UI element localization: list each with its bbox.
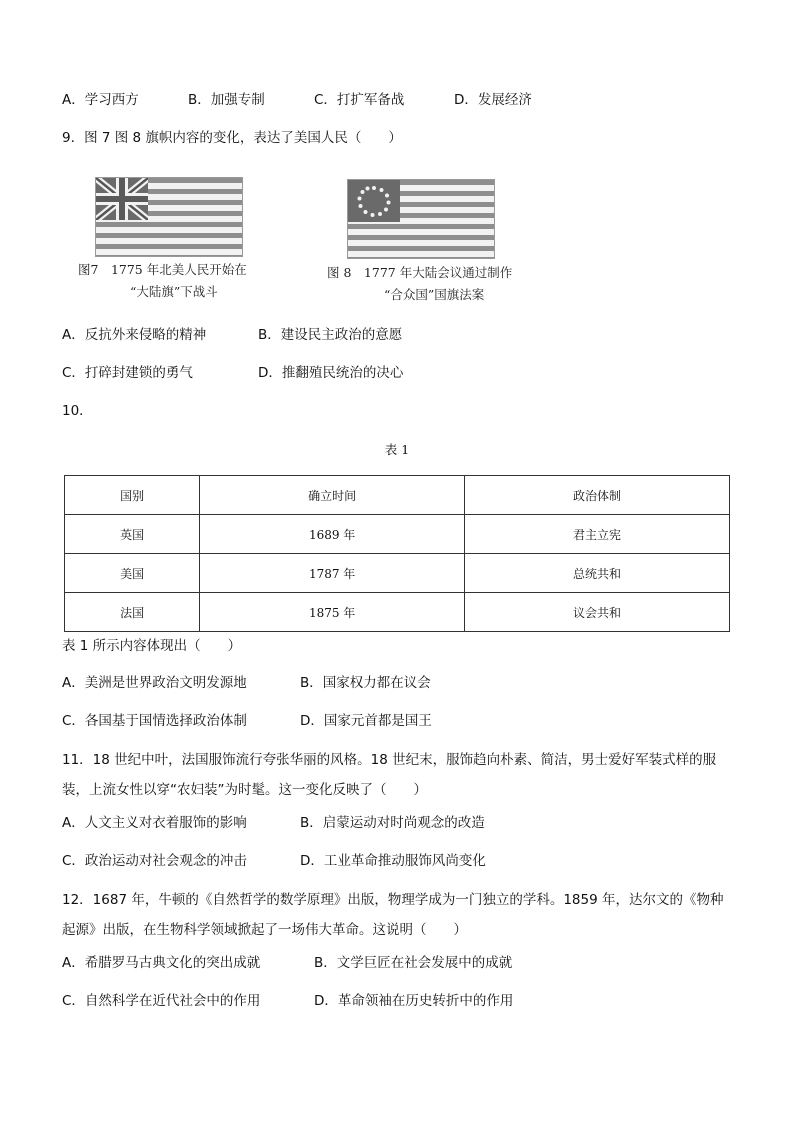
q12-stem: 12．1687 年，牛顿的《自然哲学的数学原理》出版，物理学成为一门独立的学科。1859 年，达尔文的《物种起源》出版，在生物科学领域掀起了一场伟大革命。这说明（ ） <box>62 892 724 938</box>
union-jack-icon <box>96 178 148 220</box>
table-caption: 表 1 <box>384 442 410 457</box>
table-cell: 法国 <box>65 593 200 632</box>
table-header-row <box>65 476 730 515</box>
table-cell: 英国 <box>65 515 200 554</box>
table-header-cell: 确立时间 <box>200 476 465 515</box>
q8-option-d: D．发展经济 <box>454 92 532 108</box>
q9-option-b: B．建设民主政治的意愿 <box>258 327 403 343</box>
table-header-cell: 政治体制 <box>465 476 730 515</box>
q10-stem: 表 1 所示内容体现出（ ） <box>62 638 242 654</box>
table-row <box>65 515 730 554</box>
figure-8-caption-line1: 图 8 1777 年大陆会议通过制作 <box>327 265 513 280</box>
q12-option-c: C．自然科学在近代社会中的作用 <box>62 993 261 1009</box>
q12-option-a: A．希腊罗马古典文化的突出成就 <box>62 955 261 971</box>
q9-stem: 9．图 7 图 8 旗帜内容的变化，表达了美国人民（ ） <box>62 130 402 146</box>
q9-option-a: A．反抗外来侵略的精神 <box>62 327 207 343</box>
q9-option-c: C．打碎封建锁的勇气 <box>62 365 193 381</box>
figure-8-caption-line2: “合众国”国旗法案 <box>384 287 485 302</box>
q8-option-b: B．加强专制 <box>188 92 265 108</box>
table-cell: 1787 年 <box>200 554 465 593</box>
q9-option-d: D．推翻殖民统治的决心 <box>258 365 404 381</box>
q11-option-d: D．工业革命推动服饰风尚变化 <box>300 853 486 869</box>
table-cell: 1875 年 <box>200 593 465 632</box>
q10-option-d: D．国家元首都是国王 <box>300 713 432 729</box>
q11-option-a: A．人文主义对衣着服饰的影响 <box>62 815 247 831</box>
q11-stem: 11．18 世纪中叶，法国服饰流行夸张华丽的风格。18 世纪末，服饰趋向朴素、简洁，男士爱好军装式样的服装，上流女性以穿“农妇装”为时髦。这一变化反映了（ ） <box>62 752 717 798</box>
figure-8-flag <box>347 179 495 259</box>
q11-option-b: B．启蒙运动对时尚观念的改造 <box>300 815 485 831</box>
q10-option-a: A．美洲是世界政治文明发源地 <box>62 675 247 691</box>
q8-option-c: C．打扩军备战 <box>314 92 405 108</box>
figure-7-caption-line2: “大陆旗”下战斗 <box>130 284 218 299</box>
q12-option-d: D．革命领袖在历史转折中的作用 <box>314 993 514 1009</box>
table-header-cell: 国别 <box>65 476 200 515</box>
figure-7-caption-line1: 图7 1775 年北美人民开始在 <box>78 262 247 277</box>
figure-7-flag <box>95 177 243 257</box>
q11-option-c: C．政治运动对社会观念的冲击 <box>62 853 247 869</box>
table-cell: 君主立宪 <box>465 515 730 554</box>
q10-option-c: C．各国基于国情选择政治体制 <box>62 713 247 729</box>
q12-option-b: B．文学巨匠在社会发展中的成就 <box>314 955 513 971</box>
table-cell: 总统共和 <box>465 554 730 593</box>
table-cell: 1689 年 <box>200 515 465 554</box>
q8-option-a: A．学习西方 <box>62 92 139 108</box>
table-cell: 议会共和 <box>465 593 730 632</box>
politics-table <box>64 475 730 632</box>
table-cell: 美国 <box>65 554 200 593</box>
table-row <box>65 593 730 632</box>
table-row <box>65 554 730 593</box>
star-circle-icon <box>348 180 400 222</box>
q10-option-b: B．国家权力都在议会 <box>300 675 431 691</box>
q10-number: 10． <box>62 403 93 419</box>
